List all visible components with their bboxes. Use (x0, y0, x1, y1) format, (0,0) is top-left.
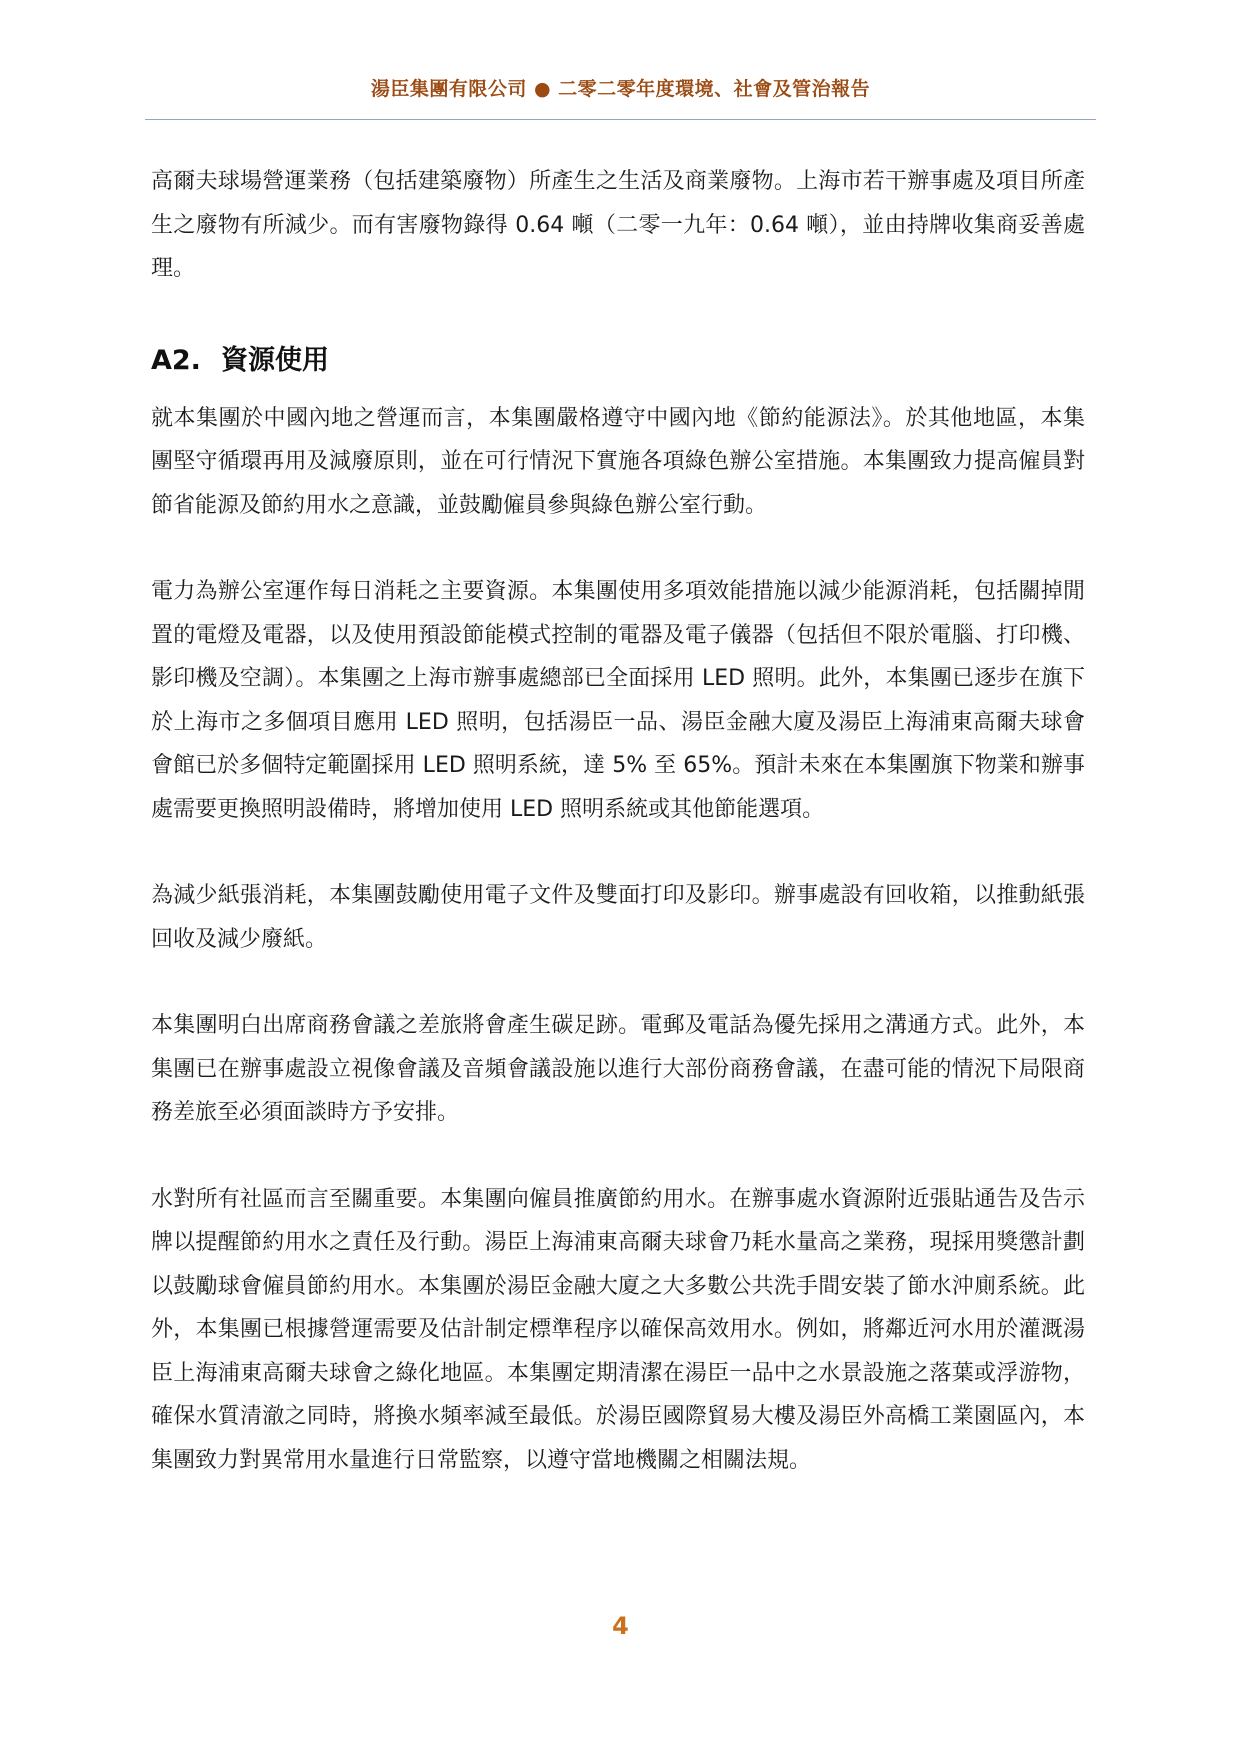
paragraph-water: 水對所有社區而言至關重要。本集團向僱員推廣節約用水。在辦事處水資源附近張貼通告及告示牌以提醒節約用水之責任及行動。湯臣上海浦東高爾夫球會乃耗水量高之業務，現採用獎懲計劃以鼓勵球會僱員節約用水。本集團於湯臣金融大廈之大多數公共洗手間安裝了節水沖廁系統。此外，本集團已根據營運需要及估計制定標準程序以確保高效用水。例如，將鄰近河水用於灌溉湯臣上海浦東高爾夫球會之綠化地區。本集團定期清潔在湯臣一品中之水景設施之落葉或浮游物，確保水質清澈之同時，將換水頻率減至最低。於湯臣國際貿易大樓及湯臣外高橋工業園區內，本集團致力對異常用水量進行日常監察，以遵守當地機關之相關法規。 (151, 1186, 1085, 1473)
section-title: 資源使用 (220, 344, 329, 376)
paragraph-electricity: 電力為辦公室運作每日消耗之主要資源。本集團使用多項效能措施以減少能源消耗，包括關掉閒置的電燈及電器，以及使用預設節能模式控制的電器及電子儀器（包括但不限於電腦、打印機、影印機及空調）。本集團之上海市辦事處總部已全面採用 LED 照明。此外，本集團已逐步在旗下於上海市之多個項目應用 LED 照明，包括湯臣一品、湯臣金融大廈及湯臣上海浦東高爾夫球會會館已於多個特定範圍採用 LED 照明系統，達 5% 至 65%。預計未來在本集團旗下物業和辦事處需要更換照明設備時，將增加使用 LED 照明系統或其他節能選項。 (151, 579, 1085, 822)
paragraph-energy-law: 就本集團於中國內地之營運而言，本集團嚴格遵守中國內地《節約能源法》。於其他地區，本集團堅守循環再用及減廢原則，並在可行情況下實施各項綠色辦公室措施。本集團致力提高僱員對節省能源及節約用水之意識，並鼓勵僱員參與綠色辦公室行動。 (151, 405, 1085, 518)
paragraph-travel: 本集團明白出席商務會議之差旅將會產生碳足跡。電郵及電話為優先採用之溝通方式。此外，本集團已在辦事處設立視像會議及音頻會議設施以進行大部份商務會議，在盡可能的情況下局限商務差旅至必須面談時方予安排。 (151, 1013, 1085, 1125)
intro-paragraph: 高爾夫球場營運業務（包括建築廢物）所產生之生活及商業廢物。上海市若干辦事處及項目所產生之廢物有所減少。而有害廢物錄得 0.64 噸（二零一九年：0.64 噸），並由持牌收集商妥善處理。 (151, 169, 1085, 281)
paragraph-paper: 為減少紙張消耗，本集團鼓勵使用電子文件及雙面打印及影印。辦事處設有回收箱，以推動紙張回收及減少廢紙。 (151, 883, 1085, 952)
section-heading (151, 339, 1085, 383)
page-content (151, 160, 1085, 1482)
report-header-title: 湯臣集團有限公司 ● 二零二零年度環境、社會及管治報告 (370, 78, 871, 100)
section-number: A2. (151, 344, 201, 376)
header-divider (145, 119, 1096, 120)
page-number: 4 (612, 1612, 629, 1640)
